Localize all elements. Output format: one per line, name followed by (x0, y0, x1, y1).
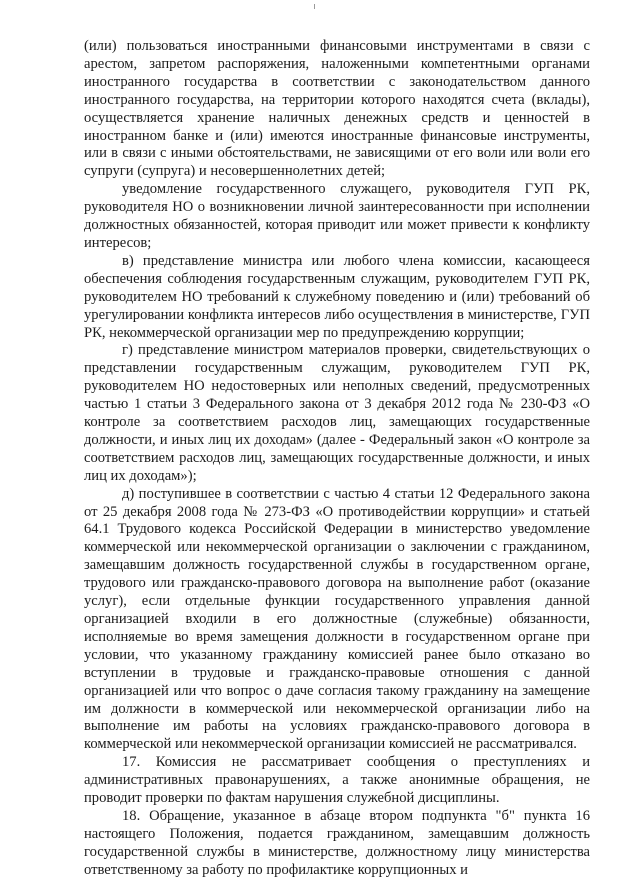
document-body (84, 38, 590, 880)
paragraph-item-g: г) представление министром материалов проверки, свидетельствующих о представлении государственным служащим, руководителем ГУП РК, руководителем НО недостоверных или неполных сведений, предусмотренных частью 1 статьи 3 Федерального закона от 3 декабря 2012 года № 230-ФЗ «О контроле за соответствием расходов лиц, замещающих государственные должности, и иных лиц их доходам» (далее - Федеральный закон «О контроле за соответствием расходов лиц, замещающих государственные должности, и иных лиц их доходам»); (84, 342, 590, 484)
paragraph-item-v: в) представление министра или любого члена комиссии, касающееся обеспечения соблюдения государственным служащим, руководителем ГУП РК, руководителем НО требований к служебному поведению и (или) требований об урегулировании конфликта интересов либо осуществления в министерстве, ГУП РК, некоммерческой организации мер по предупреждению коррупции; (84, 252, 590, 341)
paragraph-17: 17. Комиссия не рассматривает сообщения о преступлениях и административных правонарушениях, а также анонимные обращения, не проводит проверки по фактам нарушения служебной дисциплины. (84, 754, 590, 807)
scan-mark (314, 4, 315, 9)
paragraph-18: 18. Обращение, указанное в абзаце втором подпункта "б" пункта 16 настоящего Положения, подается гражданином, замещавшим должность государственной службы в министерстве, должностному лицу министерства ответственному за работу по профилактике коррупционных и (84, 807, 590, 878)
paragraph-notification-conflict: уведомление государственного служащего, руководителя ГУП РК, руководителя НО о возникновении личной заинтересованности при исполнении должностных обязанностей, которая приводит или может привести к конфликту интересов; (84, 181, 590, 251)
paragraph-continuation: (или) пользоваться иностранными финансовыми инструментами в связи с арестом, запретом распоряжения, наложенными компетентными органами иностранного государства в соответствии с законодательством данного иностранного государства, на территории которого находятся счета (вклады), осуществляется хранение наличных денежных средств и ценностей в иностранном банке и (или) имеются иностранные финансовые инструменты, или в связи с иными обстоятельствами, не зависящими от его воли или воли его супруги (супруга) и несовершеннолетних детей; (84, 38, 590, 180)
paragraph-item-d: д) поступившее в соответствии с частью 4 статьи 12 Федерального закона от 25 декабря 2008 года № 273-ФЗ «О противодействии коррупции» и статьей 64.1 Трудового кодекса Российской Федерации в министерство уведомление коммерческой или некоммерческой организации о заключении с гражданином, замещавшим должность государственной службы в государственном органе, трудового или гражданско-правового договора на выполнение работ (оказание услуг), если отдельные функции государственного управления данной организацией входили в его должностные (служебные) обязанности, исполняемые во время замещения должности в государственном органе при условии, что указанному гражданину комиссией ранее было отказано во вступлении в трудовые и гражданско-правовые отношения с данной организацией или что вопрос о даче согласия такому гражданину на замещение им должности в коммерческой или некоммерческой организации либо на выполнение им работы на условиях гражданско-правового договора в коммерческой или некоммерческой организации комиссией не рассматривался. (84, 485, 590, 753)
